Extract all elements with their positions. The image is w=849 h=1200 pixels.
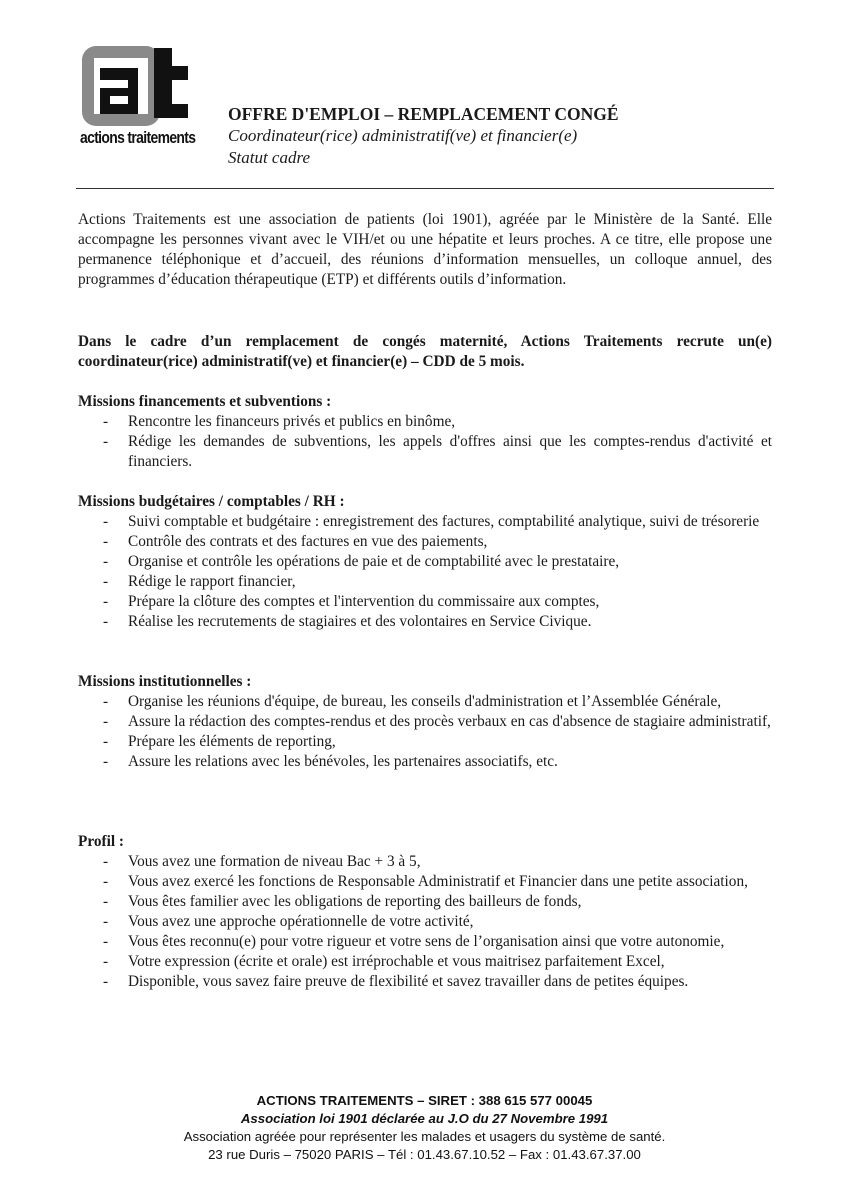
section-list — [78, 512, 772, 632]
list-item-text: Disponible, vous savez faire preuve de flexibilité et savez travailler dans de petites équipes. — [128, 973, 689, 990]
list-item — [78, 752, 772, 772]
list-item — [78, 432, 772, 472]
list-item — [78, 592, 772, 612]
bullet-dash: - — [103, 553, 109, 570]
list-item — [78, 412, 772, 432]
list-item-text: Assure la rédaction des comptes-rendus et des procès verbaux en cas d'absence de stagiaire administratif, — [128, 713, 771, 730]
bullet-dash: - — [103, 593, 109, 610]
list-item — [78, 972, 772, 992]
footer-address: 23 rue Duris – 75020 PARIS – Tél : 01.43.67.10.52 – Fax : 01.43.67.37.00 — [208, 1147, 641, 1162]
list-item — [78, 932, 772, 952]
list-item-text: Vous avez une formation de niveau Bac + 3 à 5, — [128, 853, 421, 870]
job-subtitle: Coordinateur(rice) administratif(ve) et financier(e) — [228, 126, 578, 145]
footer — [0, 1092, 849, 1164]
header-divider — [76, 188, 774, 189]
list-item-text: Organise les réunions d'équipe, de bureau, les conseils d'administration et l’Assemblée Générale, — [128, 693, 722, 710]
bullet-dash: - — [103, 893, 109, 910]
list-item — [78, 732, 772, 752]
list-item — [78, 892, 772, 912]
bullet-dash: - — [103, 693, 109, 710]
section-title: Missions institutionnelles : — [78, 673, 252, 690]
footer-agreement: Association agréée pour représenter les malades et usagers du système de santé. — [183, 1129, 666, 1144]
bullet-dash: - — [103, 713, 109, 730]
list-item-text: Prépare la clôture des comptes et l'intervention du commissaire aux comptes, — [128, 593, 600, 610]
list-item — [78, 532, 772, 552]
section-title: Profil : — [78, 833, 125, 850]
list-item — [78, 852, 772, 872]
logo-wordmark: actions traitements — [80, 128, 196, 147]
list-item-text: Vous avez une approche opérationnelle de votre activité, — [128, 913, 474, 930]
list-item-text: Vous êtes familier avec les obligations de reporting des bailleurs de fonds, — [128, 893, 582, 910]
section-list — [78, 412, 772, 472]
list-item — [78, 612, 772, 632]
footer-declaration: Association loi 1901 déclarée au J.O du 27 Novembre 1991 — [240, 1111, 609, 1126]
list-item — [78, 712, 772, 732]
list-item — [78, 952, 772, 972]
list-item-text: Contrôle des contrats et des factures en vue des paiements, — [128, 533, 488, 550]
list-item — [78, 692, 772, 712]
list-item-text: Suivi comptable et budgétaire : enregistrement des factures, comptabilité analytique, suivi de trésorerie — [128, 513, 760, 530]
list-item-text: Prépare les éléments de reporting, — [128, 733, 336, 750]
list-item — [78, 912, 772, 932]
bullet-dash: - — [103, 573, 109, 590]
list-item — [78, 572, 772, 592]
bullet-dash: - — [103, 933, 109, 950]
section — [78, 392, 772, 472]
section-list — [78, 852, 772, 992]
bullet-dash: - — [103, 753, 109, 770]
section — [78, 672, 772, 772]
document-header — [228, 103, 619, 169]
bullet-dash: - — [103, 733, 109, 750]
bullet-dash: - — [103, 853, 109, 870]
bullet-dash: - — [103, 873, 109, 890]
section — [78, 492, 772, 632]
footer-siret: ACTIONS TRAITEMENTS – SIRET : 388 615 577 00045 — [256, 1093, 593, 1108]
intro-paragraph: Actions Traitements est une association de patients (loi 1901), agréée par le Ministère de la Santé. Elle accompagne les personnes vivant avec le VIH/et ou une hépatite et leurs proches. A ce titre, elle propose une permanence téléphonique et d’accueil, des réunions d’information mensuelles, un colloque annuel, des programmes d’éducation thérapeutique (ETP) et différents outils d’information. — [78, 211, 772, 288]
bullet-dash: - — [103, 973, 109, 990]
bullet-dash: - — [103, 613, 109, 630]
list-item — [78, 552, 772, 572]
list-item-text: Votre expression (écrite et orale) est irréprochable et vous maitrisez parfaitement Excel, — [128, 953, 665, 970]
list-item-text: Vous êtes reconnu(e) pour votre rigueur et votre sens de l’organisation ainsi que votre autonomie, — [128, 933, 725, 950]
list-item-text: Rédige les demandes de subventions, les appels d'offres ainsi que les comptes-rendus d'activité et financiers. — [128, 433, 772, 470]
section-title: Missions budgétaires / comptables / RH : — [78, 493, 345, 510]
list-item — [78, 512, 772, 532]
list-item-text: Rédige le rapport financier, — [128, 573, 296, 590]
bullet-dash: - — [103, 413, 109, 430]
bullet-dash: - — [103, 533, 109, 550]
lead-paragraph: Dans le cadre d’un remplacement de congés maternité, Actions Traitements recrute un(e) coordinateur(rice) administratif(ve) et financier(e) – CDD de 5 mois. — [78, 333, 772, 370]
list-item-text: Organise et contrôle les opérations de paie et de comptabilité avec le prestataire, — [128, 553, 620, 570]
section-list — [78, 692, 772, 772]
job-status: Statut cadre — [228, 148, 310, 167]
list-item-text: Réalise les recrutements de stagiaires et des volontaires en Service Civique. — [128, 613, 592, 630]
bullet-dash: - — [103, 513, 109, 530]
list-item — [78, 872, 772, 892]
bullet-dash: - — [103, 433, 109, 450]
list-item-text: Assure les relations avec les bénévoles, les partenaires associatifs, etc. — [128, 753, 558, 770]
list-item-text: Vous avez exercé les fonctions de Responsable Administratif et Financier dans une petite association, — [128, 873, 748, 890]
page-title: OFFRE D'EMPLOI – REMPLACEMENT CONGÉ — [228, 104, 619, 124]
bullet-dash: - — [103, 913, 109, 930]
section-title: Missions financements et subventions : — [78, 393, 332, 410]
bullet-dash: - — [103, 953, 109, 970]
section — [78, 832, 772, 992]
list-item-text: Rencontre les financeurs privés et publics en binôme, — [128, 413, 456, 430]
